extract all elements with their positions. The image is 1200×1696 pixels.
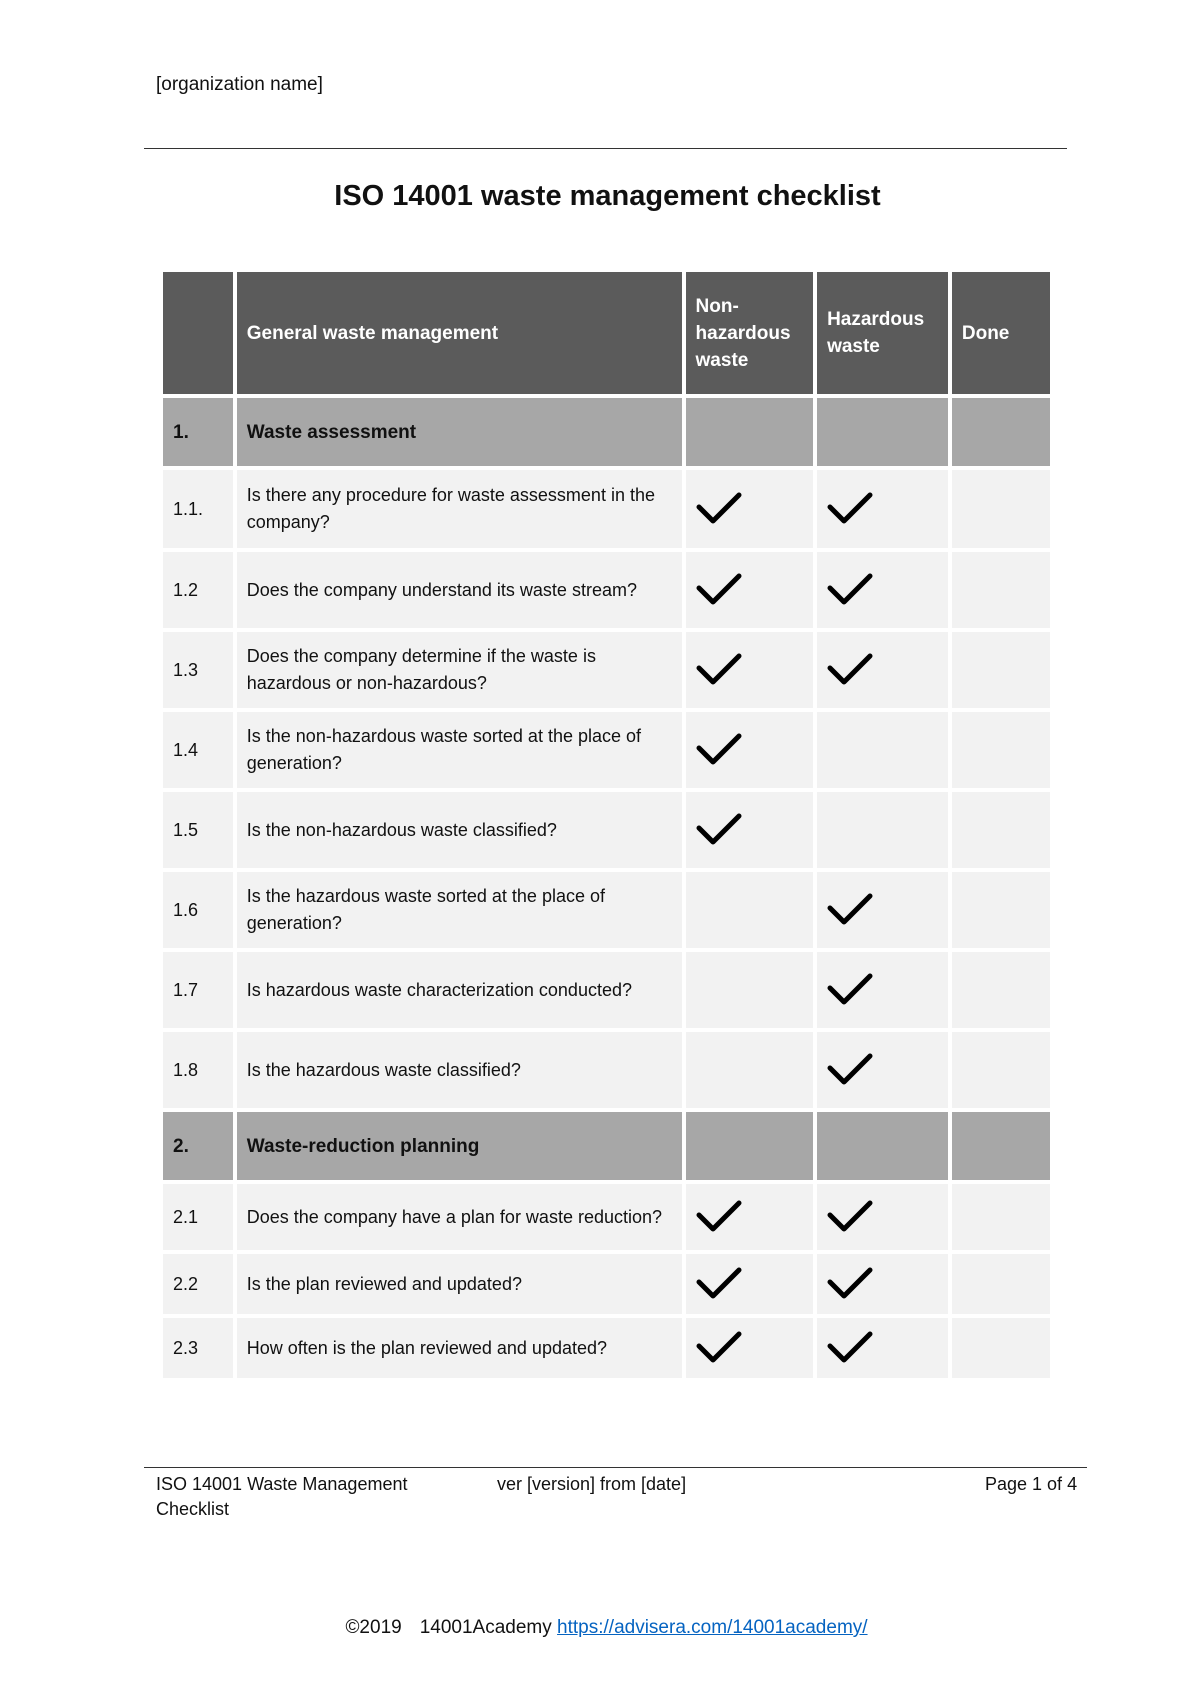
checkmark-icon bbox=[827, 571, 873, 609]
non-hazardous-cell bbox=[686, 1318, 814, 1378]
table-row bbox=[163, 952, 1050, 1028]
section-header-row bbox=[163, 1112, 1050, 1180]
done-cell[interactable] bbox=[952, 1254, 1050, 1314]
hazardous-cell bbox=[817, 712, 948, 788]
item-number: 1.4 bbox=[163, 712, 233, 788]
section-title: Waste assessment bbox=[237, 398, 682, 466]
item-number: 2.3 bbox=[163, 1318, 233, 1378]
done-cell[interactable] bbox=[952, 952, 1050, 1028]
table-row bbox=[163, 792, 1050, 868]
item-question: Does the company determine if the waste is hazardous or non-hazardous? bbox=[237, 632, 682, 708]
done-cell[interactable] bbox=[952, 792, 1050, 868]
item-question: Is the non-hazardous waste sorted at the place of generation? bbox=[237, 712, 682, 788]
header-divider bbox=[144, 148, 1067, 149]
footer-document-name: ISO 14001 Waste Management Checklist bbox=[156, 1474, 408, 1519]
checkmark-icon bbox=[827, 1051, 873, 1089]
section-empty-cell bbox=[952, 1112, 1050, 1180]
checkmark-icon bbox=[827, 490, 873, 528]
non-hazardous-cell bbox=[686, 470, 814, 548]
header-done: Done bbox=[952, 272, 1050, 394]
table-row bbox=[163, 1184, 1050, 1250]
hazardous-cell bbox=[817, 470, 948, 548]
checkmark-icon bbox=[827, 1329, 873, 1367]
done-cell[interactable] bbox=[952, 872, 1050, 948]
hazardous-cell bbox=[817, 792, 948, 868]
item-question: How often is the plan reviewed and updated? bbox=[237, 1318, 682, 1378]
non-hazardous-cell bbox=[686, 1032, 814, 1108]
hazardous-cell bbox=[817, 1318, 948, 1378]
non-hazardous-cell bbox=[686, 1254, 814, 1314]
checkmark-icon bbox=[696, 651, 742, 689]
hazardous-cell bbox=[817, 1254, 948, 1314]
item-question: Is there any procedure for waste assessment in the company? bbox=[237, 470, 682, 548]
item-question: Is the non-hazardous waste classified? bbox=[237, 792, 682, 868]
section-number: 2. bbox=[163, 1112, 233, 1180]
section-empty-cell bbox=[817, 398, 948, 466]
section-title: Waste-reduction planning bbox=[237, 1112, 682, 1180]
table-row bbox=[163, 1318, 1050, 1378]
checkmark-icon bbox=[696, 1329, 742, 1367]
item-question: Is the plan reviewed and updated? bbox=[237, 1254, 682, 1314]
checkmark-icon bbox=[696, 490, 742, 528]
hazardous-cell bbox=[817, 872, 948, 948]
done-cell[interactable] bbox=[952, 470, 1050, 548]
section-empty-cell bbox=[952, 398, 1050, 466]
footer-version: ver [version] from [date] bbox=[497, 1474, 687, 1494]
footer-page-number: Page 1 of 4 bbox=[985, 1474, 1078, 1494]
table-row bbox=[163, 552, 1050, 628]
checkmark-icon bbox=[827, 1198, 873, 1236]
item-number: 2.2 bbox=[163, 1254, 233, 1314]
copyright-line bbox=[0, 1617, 1200, 1639]
non-hazardous-cell bbox=[686, 552, 814, 628]
checkmark-icon bbox=[827, 891, 873, 929]
item-question: Does the company understand its waste stream? bbox=[237, 552, 682, 628]
item-question: Is hazardous waste characterization conducted? bbox=[237, 952, 682, 1028]
hazardous-cell bbox=[817, 1032, 948, 1108]
item-number: 1.8 bbox=[163, 1032, 233, 1108]
checkmark-icon bbox=[696, 571, 742, 609]
non-hazardous-cell bbox=[686, 632, 814, 708]
non-hazardous-cell bbox=[686, 712, 814, 788]
item-number: 1.6 bbox=[163, 872, 233, 948]
non-hazardous-cell bbox=[686, 792, 814, 868]
done-cell[interactable] bbox=[952, 632, 1050, 708]
table-row bbox=[163, 632, 1050, 708]
hazardous-cell bbox=[817, 552, 948, 628]
done-cell[interactable] bbox=[952, 1184, 1050, 1250]
item-number: 1.2 bbox=[163, 552, 233, 628]
checkmark-icon bbox=[827, 1265, 873, 1303]
checkmark-icon bbox=[696, 811, 742, 849]
item-number: 1.1. bbox=[163, 470, 233, 548]
table-row bbox=[163, 470, 1050, 548]
table-row bbox=[163, 1032, 1050, 1108]
non-hazardous-cell bbox=[686, 872, 814, 948]
item-number: 2.1 bbox=[163, 1184, 233, 1250]
checkmark-icon bbox=[696, 1265, 742, 1303]
table-row bbox=[163, 712, 1050, 788]
section-number: 1. bbox=[163, 398, 233, 466]
item-number: 1.7 bbox=[163, 952, 233, 1028]
header-general-waste-management: General waste management bbox=[237, 272, 682, 394]
section-empty-cell bbox=[686, 398, 814, 466]
hazardous-cell bbox=[817, 632, 948, 708]
waste-checklist-table bbox=[159, 268, 1054, 1382]
footer-divider bbox=[144, 1467, 1087, 1468]
item-question: Is the hazardous waste classified? bbox=[237, 1032, 682, 1108]
company-name: 14001Academy bbox=[419, 1617, 552, 1638]
item-question: Does the company have a plan for waste reduction? bbox=[237, 1184, 682, 1250]
section-empty-cell bbox=[817, 1112, 948, 1180]
checkmark-icon bbox=[827, 971, 873, 1009]
item-question: Is the hazardous waste sorted at the place of generation? bbox=[237, 872, 682, 948]
checkmark-icon bbox=[696, 1198, 742, 1236]
section-empty-cell bbox=[686, 1112, 814, 1180]
item-number: 1.5 bbox=[163, 792, 233, 868]
done-cell[interactable] bbox=[952, 552, 1050, 628]
header-number-cell bbox=[163, 272, 233, 394]
hazardous-cell bbox=[817, 952, 948, 1028]
header-hazardous-waste: Hazardous waste bbox=[817, 272, 948, 394]
item-number: 1.3 bbox=[163, 632, 233, 708]
document-title: ISO 14001 waste management checklist bbox=[334, 180, 881, 212]
header-non-hazardous-waste: Non-hazardous waste bbox=[686, 272, 814, 394]
table-row bbox=[163, 1254, 1050, 1314]
table-header-row bbox=[163, 272, 1050, 394]
done-cell[interactable] bbox=[952, 1318, 1050, 1378]
table-row bbox=[163, 872, 1050, 948]
organization-name: [organization name] bbox=[156, 74, 323, 95]
copyright-year: ©2019 bbox=[345, 1617, 402, 1638]
hazardous-cell bbox=[817, 1184, 948, 1250]
advisera-link[interactable]: https://advisera.com/14001academy/ bbox=[557, 1617, 868, 1638]
section-header-row bbox=[163, 398, 1050, 466]
checkmark-icon bbox=[696, 731, 742, 769]
non-hazardous-cell bbox=[686, 952, 814, 1028]
done-cell[interactable] bbox=[952, 712, 1050, 788]
done-cell[interactable] bbox=[952, 1032, 1050, 1108]
checklist-body bbox=[163, 398, 1050, 1378]
non-hazardous-cell bbox=[686, 1184, 814, 1250]
checkmark-icon bbox=[827, 651, 873, 689]
